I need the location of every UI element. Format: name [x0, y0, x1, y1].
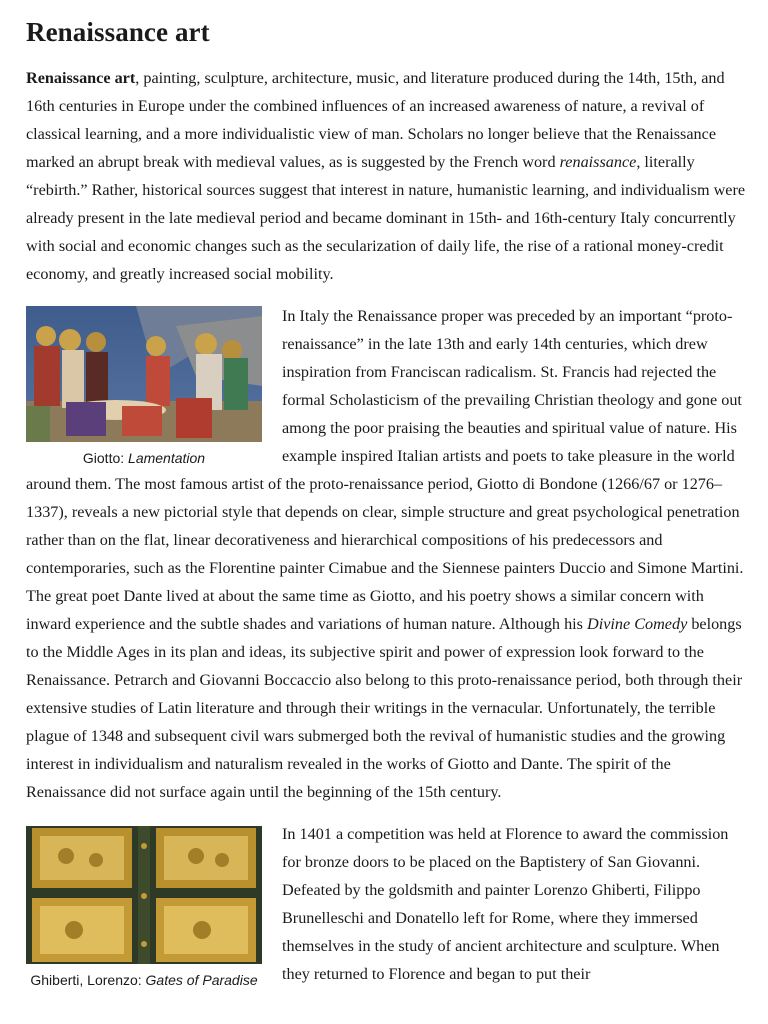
figure-gates-caption — [26, 970, 262, 990]
caption-work: Lamentation — [128, 450, 206, 466]
intro-italic-word: renaissance — [559, 153, 637, 171]
intro-term: Renaissance art — [26, 69, 136, 87]
page-title: Renaissance art — [26, 17, 210, 47]
figure-lamentation-caption — [26, 448, 262, 468]
caption-work: Gates of Paradise — [145, 972, 258, 988]
intro-text-a: , painting, sculpture, architecture, music, and literature produced during the 14th, 15th, and 16th centuries in Europe under the combined influences of an increased awareness of nature, a revival of classical learning, and a more individualistic view of man. Scholars no longer believe that the Renaissance marked an abrupt break with medieval values, as is suggested by the French word — [26, 69, 725, 171]
competition-paragraph: In 1401 a competition was held at Florence to award the commission for bronze doors to be placed on the Baptistery of San Giovanni. Defeated by the goldsmith and painter Lorenzo Ghiberti, Filippo Brunelleschi and Donatello left for Rome, where they immersed themselves in the study of ancient architecture and sculpture. When they returned to Florence and began to put their — [282, 825, 729, 983]
competition-section — [26, 820, 746, 988]
caption-artist: Giotto: — [82, 450, 129, 466]
figure-lamentation — [26, 306, 266, 468]
intro-text-b: , literally “rebirth.” Rather, historical sources suggest that interest in nature, humanistic learning, and individualism were already present in the late medieval period and became dominant in 15th- and 16th-century Italy concurrently with social and economic changes such as the secularization of daily life, the rise of a rational money-credit economy, and greatly increased social mobility. — [26, 153, 746, 283]
caption-artist: Ghiberti, Lorenzo: — [30, 972, 146, 988]
intro-paragraph — [26, 64, 746, 288]
section1-italic-title: Divine Comedy — [587, 615, 688, 633]
figure-gates-of-paradise — [26, 824, 266, 990]
lamentation-painting-image — [26, 306, 262, 442]
gates-of-paradise-image — [26, 826, 262, 964]
section1-text-b: belongs to the Middle Ages in its plan and ideas, its subjective spirit and power of expression look forward to the Renaissance. Petrarch and Giovanni Boccaccio also belong to this proto-renaissance period, both through their extensive studies of Latin literature and through their writings in the vernacular. Unfortunately, the terrible plague of 1348 and subsequent civil wars submerged both the revival of humanistic studies and the growing interest in individualism and naturalism revealed in the works of Giotto and Dante. The spirit of the Renaissance did not surface again until the beginning of the 15th century. — [26, 615, 743, 801]
section1-text-a: In Italy the Renaissance proper was preceded by an important “proto-renaissance” in the late 13th and early 14th centuries, which drew inspiration from Franciscan radicalism. St. Francis had rejected the formal Scholasticism of the prevailing Christian theology and gone out among the poor praising the beauties and spiritual value of nature. His example inspired Italian artists and poets to take pleasure in the world around them. The most famous artist of the proto-renaissance period, Giotto di Bondone (1266/67 or 1276–1337), reveals a new pictorial style that depends on clear, simple structure and great psychological penetration rather than on the flat, linear decorativeness and hierarchical compositions of his predecessors and contemporaries, such as the Florentine painter Cimabue and the Siennese painters Duccio and Simone Martini. The great poet Dante lived at about the same time as Giotto, and his poetry shows a similar concern with inward experience and the subtle shades and variations of human nature. Although his — [26, 307, 744, 633]
article — [26, 14, 746, 992]
